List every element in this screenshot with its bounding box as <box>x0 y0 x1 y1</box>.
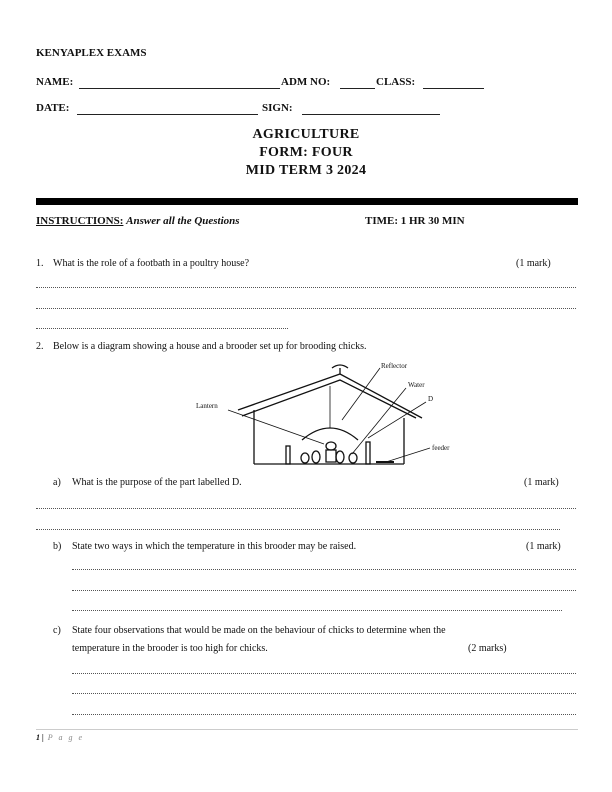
reflector-label: Reflector <box>381 362 408 370</box>
lantern-pointer <box>228 410 324 444</box>
page-footer <box>36 733 84 742</box>
q2c-marks: (2 marks) <box>468 643 507 654</box>
q2b-answer-line-3[interactable] <box>72 610 562 611</box>
reflector <box>302 428 358 440</box>
q2a-answer-line-2[interactable] <box>36 529 560 530</box>
guard-right <box>366 442 370 464</box>
sign-field[interactable] <box>302 114 440 115</box>
q1-answer-line-3[interactable] <box>36 328 288 329</box>
feeder-label: feeder <box>432 444 450 452</box>
q2b-text: State two ways in which the temperature in this brooder may be raised. <box>72 541 357 552</box>
page-word: P a g e <box>47 733 85 742</box>
q2c-text-line-1: State four observations that would be made on the behaviour of chicks to determine when the <box>72 625 446 636</box>
time-allowed: TIME: 1 HR 30 MIN <box>365 215 465 227</box>
lantern-top <box>326 442 336 450</box>
name-field[interactable] <box>79 88 280 89</box>
q2b-letter: b) <box>53 541 62 552</box>
q2a-text: What is the purpose of the part labelled D. <box>72 477 242 488</box>
date-label: DATE: <box>36 102 70 114</box>
instructions-text: Answer all the Questions <box>126 215 240 227</box>
header-divider <box>36 198 578 205</box>
q2a-letter: a) <box>53 477 61 488</box>
q2b-answer-line-2[interactable] <box>72 590 576 591</box>
q1-marks: (1 mark) <box>516 258 551 269</box>
q2c-letter: c) <box>53 625 61 636</box>
term-title: MID TERM 3 2024 <box>245 163 367 178</box>
water-label: Water <box>408 381 425 389</box>
q2c-answer-line-3[interactable] <box>72 714 576 715</box>
lantern <box>326 450 336 462</box>
q1-answer-line-1[interactable] <box>36 287 576 288</box>
lantern-label: Lantern <box>196 402 218 410</box>
q1-answer-line-2[interactable] <box>36 308 576 309</box>
adm-label: ADM NO: <box>281 76 331 88</box>
class-field[interactable] <box>423 88 484 89</box>
subject-title: AGRICULTURE <box>252 127 360 142</box>
name-label: NAME: <box>36 76 74 88</box>
chick <box>336 451 344 463</box>
q2-number: 2. <box>36 341 44 352</box>
roof-cap <box>332 365 348 368</box>
reflector-pointer <box>342 368 380 420</box>
chick <box>301 453 309 463</box>
brooder-diagram <box>190 358 470 478</box>
adm-field[interactable] <box>340 88 375 89</box>
q2-text: Below is a diagram showing a house and a brooder set up for brooding chicks. <box>53 341 367 352</box>
water-pointer <box>352 388 406 454</box>
guard-left <box>286 446 290 464</box>
q2b-answer-line-1[interactable] <box>72 569 576 570</box>
class-label: CLASS: <box>376 76 416 88</box>
chick <box>312 451 320 463</box>
instructions <box>36 215 240 227</box>
d-pointer <box>368 402 426 438</box>
exam-org: KENYAPLEX EXAMS <box>36 47 147 59</box>
footer-rule <box>36 729 578 730</box>
sign-label: SIGN: <box>262 102 293 114</box>
form-title: FORM: FOUR <box>259 145 353 160</box>
q1-number: 1. <box>36 258 44 269</box>
q2c-answer-line-2[interactable] <box>72 693 576 694</box>
q2c-text-line-2: temperature in the brooder is too high for chicks. <box>72 643 268 654</box>
page-number: 1 | <box>36 733 44 742</box>
q1-text: What is the role of a footbath in a poultry house? <box>53 258 250 269</box>
q2a-marks: (1 mark) <box>524 477 559 488</box>
q2c-answer-line-1[interactable] <box>72 673 576 674</box>
q2a-answer-line-1[interactable] <box>36 508 576 509</box>
feeder-pointer <box>386 448 430 462</box>
instructions-label: INSTRUCTIONS: <box>36 215 124 227</box>
d-label: D <box>428 395 434 403</box>
chick <box>349 453 357 463</box>
date-field[interactable] <box>77 114 258 115</box>
q2b-marks: (1 mark) <box>526 541 561 552</box>
